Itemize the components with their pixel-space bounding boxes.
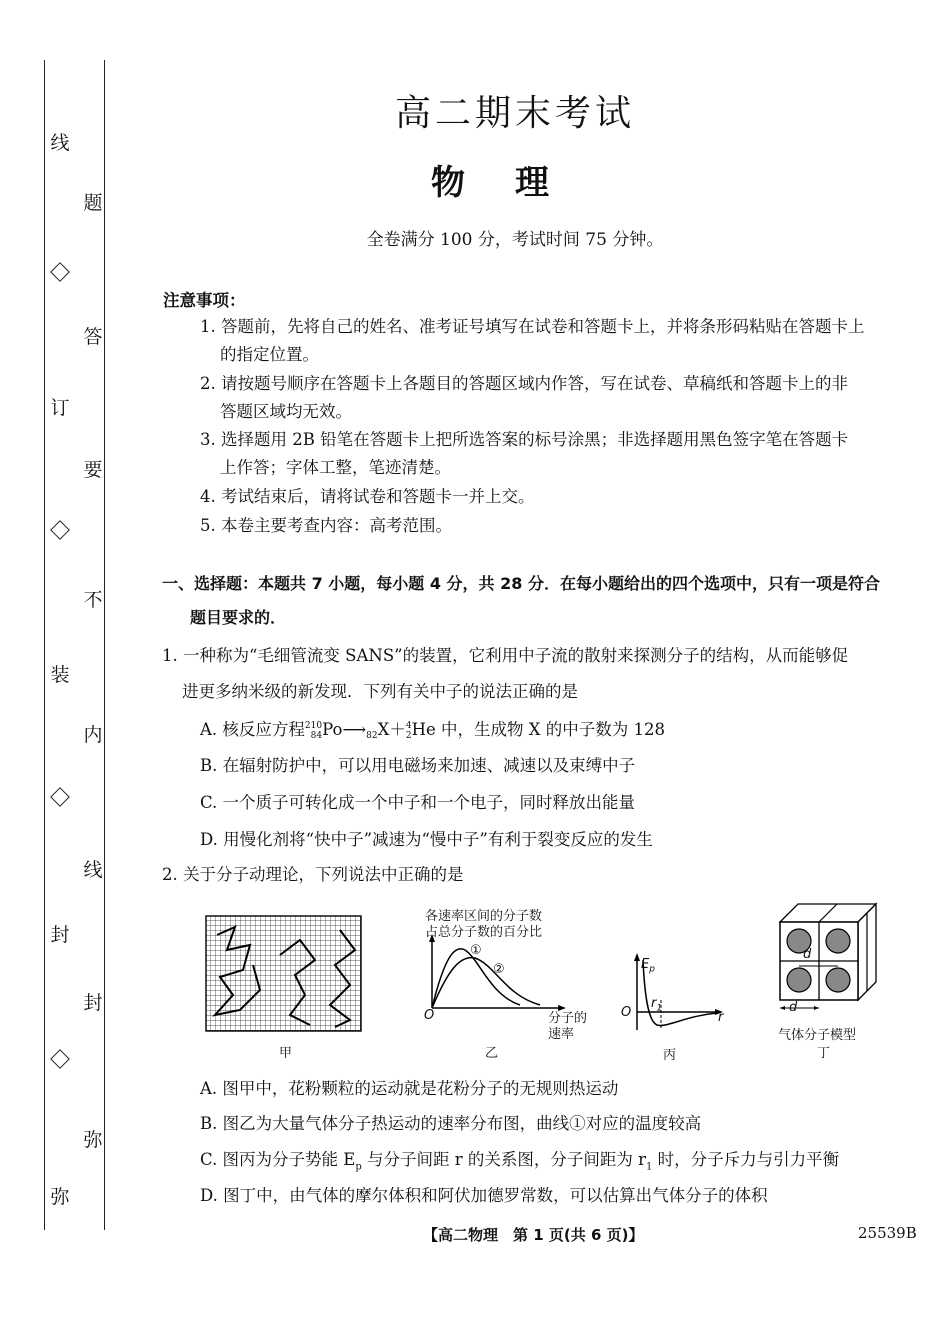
- section-heading-cont: 题目要求的．: [190, 608, 287, 627]
- fig2-ylabel: 占总分子数的百分比: [425, 925, 543, 940]
- q2-option-a: A. 图甲中，花粉颗粒的运动就是花粉分子的无规则热运动: [200, 1079, 619, 1098]
- fig3-origin: O: [621, 1005, 632, 1020]
- margin-char: 内: [83, 724, 103, 746]
- fig2-xlabel: 速率: [548, 1027, 575, 1042]
- fig2-curve1-label: ①: [470, 943, 482, 958]
- margin-char: 装: [50, 664, 70, 686]
- margin-char: 线: [83, 859, 103, 881]
- paper-code: 25539B: [858, 1224, 917, 1242]
- margin-char: 订: [50, 397, 70, 419]
- note-line: 1. 答题前，先将自己的姓名、准考证号填写在试卷和答题卡上，并将条形码粘贴在答题卡上: [200, 317, 865, 336]
- margin-char: 封: [83, 992, 103, 1014]
- figure-brownian-grid: [205, 915, 365, 1035]
- page-footer: 【高二物理 第 1 页(共 6 页)】: [423, 1226, 644, 1244]
- q1-stem: 1. 一种称为“毛细管流变 SANS”的装置，它利用中子流的散射来探测分子的结构，从而能够促: [162, 646, 849, 665]
- fig4-d-label: d: [789, 1000, 798, 1015]
- exam-info: 全卷满分 100 分，考试时间 75 分钟。: [366, 230, 664, 250]
- q1-option-d: D. 用慢化剂将“快中子”减速为“慢中子”有利于裂变反应的发生: [200, 830, 653, 849]
- diamond-icon: [50, 520, 70, 540]
- q2-option-c: C. 图丙为分子势能 $E_p$ 与分子间距 r 的关系图，分子间距为 $r_1$ 时，分子斥力与引力平衡: [200, 1150, 840, 1173]
- q1-option-c: C. 一个质子可转化成一个中子和一个电子，同时释放出能量: [200, 793, 636, 812]
- fig2-origin: O: [424, 1008, 435, 1023]
- diamond-icon: [50, 787, 70, 807]
- fig2-ylabel: 各速率区间的分子数: [425, 909, 543, 924]
- section-heading: 一、选择题：本题共 7 小题，每小题 4 分，共 28 分．在每小题给出的四个选项中，只有一项是符合: [162, 574, 880, 593]
- fig4-d-label: d: [803, 947, 812, 962]
- margin-char: 线: [50, 132, 70, 154]
- figure-label: 甲: [279, 1046, 293, 1061]
- q2-option-d: D. 图丁中，由气体的摩尔体积和阿伏加德罗常数，可以估算出气体分子的体积: [200, 1186, 768, 1205]
- fig4-caption: 气体分子模型: [778, 1028, 857, 1043]
- margin-char: 弥: [83, 1129, 103, 1151]
- note-line: 4. 考试结束后，请将试卷和答题卡一并上交。: [200, 487, 535, 506]
- margin-char: 答: [83, 326, 103, 348]
- q1-option-b: B. 在辐射防护中，可以用电磁场来加速、减速以及束缚中子: [200, 756, 636, 775]
- margin-char: 弥: [50, 1186, 70, 1208]
- notes-heading: 注意事项：: [163, 291, 246, 310]
- q2-option-b: B. 图乙为大量气体分子热运动的速率分布图，曲线①对应的温度较高: [200, 1114, 702, 1133]
- margin-char: 不: [83, 589, 103, 611]
- margin-char: 封: [50, 924, 70, 946]
- figure-label: 丙: [663, 1048, 677, 1063]
- diamond-icon: [50, 262, 70, 282]
- note-line: 答题区域均无效。: [220, 402, 352, 421]
- fig2-xlabel: 分子的: [548, 1011, 588, 1026]
- note-line: 上作答；字体工整，笔迹清楚。: [220, 458, 451, 477]
- margin-char: 要: [83, 459, 103, 481]
- fig3-r1-label: $r_1$: [651, 996, 663, 1014]
- note-line: 2. 请按题号顺序在答题卡上各题目的答题区域内作答，写在试卷、草稿纸和答题卡上的非: [200, 374, 848, 393]
- q1-stem-cont: 进更多纳米级的新发现．下列有关中子的说法正确的是: [182, 682, 578, 701]
- fig2-curve2-label: ②: [493, 962, 505, 977]
- q1-option-a: A. 核反应方程210 84Po⟶ 82X＋4 2He 中，生成物 X 的中子数为 128: [200, 720, 665, 741]
- note-line: 3. 选择题用 2B 铅笔在答题卡上把所选答案的标号涂黑；非选择题用黑色签字笔在答题卡: [200, 430, 849, 449]
- subject-title: 物理: [431, 163, 599, 203]
- q2-stem: 2. 关于分子动理论，下列说法中正确的是: [162, 865, 464, 884]
- note-line: 5. 本卷主要考查内容：高考范围。: [200, 516, 452, 535]
- figure-label: 丁: [817, 1046, 831, 1061]
- exam-title: 高二期末考试: [394, 93, 635, 134]
- figure-label: 乙: [485, 1046, 499, 1061]
- margin-char: 题: [83, 192, 103, 214]
- fig3-ep-label: $E_p$: [641, 957, 655, 975]
- fig3-r-label: r: [718, 1010, 724, 1025]
- diamond-icon: [50, 1049, 70, 1069]
- note-line: 的指定位置。: [220, 345, 319, 364]
